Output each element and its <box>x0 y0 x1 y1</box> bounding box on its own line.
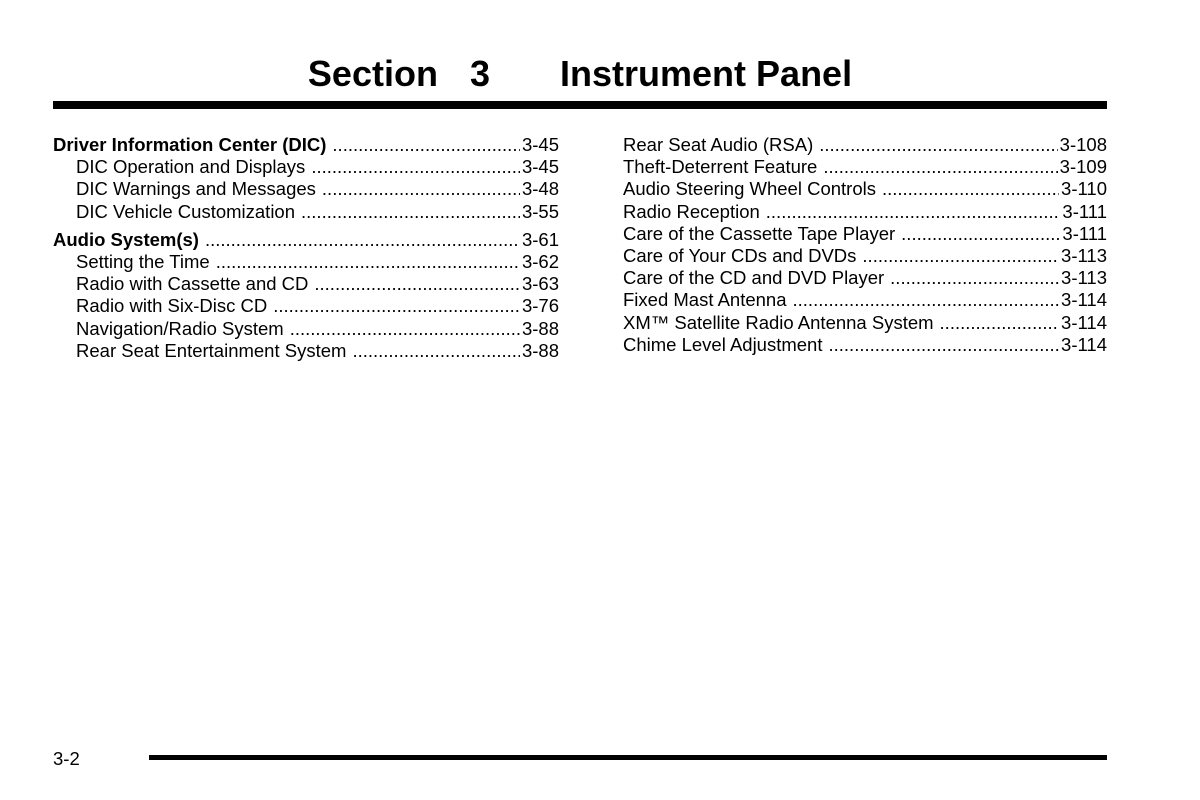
toc-entry[interactable] <box>623 245 1107 267</box>
toc-leader-dots <box>290 318 520 340</box>
toc-leader-dots <box>205 229 520 251</box>
toc-entry-label: Care of the Cassette Tape Player <box>623 222 896 244</box>
toc-leader-dots <box>301 201 520 223</box>
toc-entry-label: Radio with Cassette and CD <box>76 273 309 295</box>
toc-leader-dots <box>819 134 1057 156</box>
toc-leader-dots <box>273 295 520 317</box>
toc-entry[interactable] <box>623 334 1107 356</box>
toc-entry[interactable] <box>53 156 559 178</box>
toc-entry-label: Chime Level Adjustment <box>623 333 823 355</box>
toc-entry[interactable] <box>623 134 1107 156</box>
toc-entry-label: Care of the CD and DVD Player <box>623 267 885 289</box>
toc-entry-label: Theft-Deterrent Feature <box>623 156 818 178</box>
toc-entry-page: 3-45 <box>521 134 559 155</box>
toc-entry-label: DIC Vehicle Customization <box>76 200 296 222</box>
toc-entry-label: Driver Information Center (DIC) <box>53 134 327 155</box>
toc-entry-label: DIC Warnings and Messages <box>76 178 316 200</box>
toc-entry[interactable] <box>53 201 559 223</box>
toc-leader-dots <box>940 312 1060 334</box>
footer-rule <box>149 755 1107 760</box>
toc-entry-page: 3-48 <box>521 178 559 200</box>
toc-entry-page: 3-114 <box>1061 289 1107 311</box>
toc-entry-page: 3-76 <box>521 295 559 317</box>
toc-entry[interactable] <box>53 178 559 200</box>
toc-entry-page: 3-114 <box>1061 333 1107 355</box>
toc-entry[interactable] <box>623 201 1107 223</box>
toc-entry[interactable] <box>53 134 559 156</box>
section-title: Instrument Panel <box>560 53 853 94</box>
toc-entry-page: 3-62 <box>521 251 559 273</box>
toc-entry-label: Care of Your CDs and DVDs <box>623 245 857 267</box>
section-header <box>0 52 1160 96</box>
toc-leader-dots <box>793 289 1060 311</box>
toc-entry-page: 3-110 <box>1061 178 1107 200</box>
toc-entry-page: 3-108 <box>1059 134 1107 155</box>
toc-entry[interactable] <box>53 340 559 362</box>
toc-entry-page: 3-45 <box>521 156 559 178</box>
toc-left-column <box>53 134 559 362</box>
toc-entry-page: 3-111 <box>1062 222 1107 244</box>
toc-entry-label: Radio Reception <box>623 200 760 222</box>
toc-entry-page: 3-88 <box>521 317 559 339</box>
toc-entry-label: Audio Steering Wheel Controls <box>623 178 876 200</box>
toc-entry[interactable] <box>623 156 1107 178</box>
toc-entry[interactable] <box>623 267 1107 289</box>
toc-entry-page: 3-114 <box>1061 311 1107 333</box>
header-rule <box>53 101 1107 109</box>
toc-entry-label: Rear Seat Entertainment System <box>76 339 347 361</box>
toc-leader-dots <box>311 156 520 178</box>
section-number: 3 <box>469 53 490 94</box>
toc-entry-label: Setting the Time <box>76 251 210 273</box>
toc-leader-dots <box>829 334 1060 356</box>
toc-leader-dots <box>901 223 1060 245</box>
toc-entry-label: Navigation/Radio System <box>76 317 284 339</box>
toc-leader-dots <box>216 251 520 273</box>
toc-entry[interactable] <box>623 312 1107 334</box>
page-number: 3-2 <box>53 748 80 769</box>
toc-entry-page: 3-88 <box>521 339 559 361</box>
toc-entry-label: Rear Seat Audio (RSA) <box>623 134 814 155</box>
toc-entry-page: 3-61 <box>521 228 559 250</box>
toc-entry-page: 3-55 <box>521 200 559 222</box>
toc-leader-dots <box>890 267 1059 289</box>
toc-entry-page: 3-113 <box>1061 245 1107 267</box>
toc-leader-dots <box>322 178 520 200</box>
toc-entry-label: Audio System(s) <box>53 228 199 250</box>
toc-leader-dots <box>766 201 1061 223</box>
toc-entry[interactable] <box>623 223 1107 245</box>
toc-entry[interactable] <box>53 295 559 317</box>
toc-entry-label: Radio with Six-Disc CD <box>76 295 268 317</box>
section-label: Section <box>307 53 438 94</box>
toc-entry-label: DIC Operation and Displays <box>76 156 306 178</box>
toc-leader-dots <box>314 273 520 295</box>
toc-entry[interactable] <box>53 318 559 340</box>
toc-entry-page: 3-63 <box>521 273 559 295</box>
toc-leader-dots <box>823 156 1057 178</box>
toc-entry-page: 3-111 <box>1062 200 1107 222</box>
toc-entry-label: XM™ Satellite Radio Antenna System <box>623 311 934 333</box>
toc-entry[interactable] <box>623 289 1107 311</box>
toc-entry-page: 3-109 <box>1059 156 1107 178</box>
toc-leader-dots <box>332 134 520 156</box>
toc-entry[interactable] <box>53 273 559 295</box>
toc-entry[interactable] <box>53 229 559 251</box>
toc-entry-page: 3-113 <box>1061 267 1107 289</box>
toc-leader-dots <box>862 245 1059 267</box>
toc-entry-label: Fixed Mast Antenna <box>623 289 787 311</box>
toc-right-column <box>623 134 1107 356</box>
toc-entry[interactable] <box>623 178 1107 200</box>
toc-entry[interactable] <box>53 251 559 273</box>
toc-leader-dots <box>882 178 1059 200</box>
toc-leader-dots <box>352 340 520 362</box>
